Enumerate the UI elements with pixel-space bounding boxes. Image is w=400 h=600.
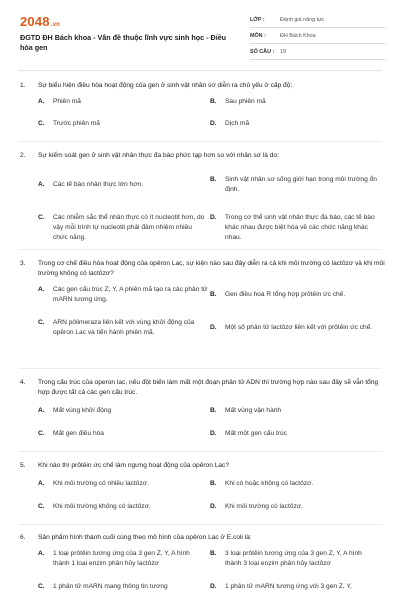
option-text: Mất một gen cấu trúc [225,430,287,437]
option-text: Mất vùng vận hành [225,407,282,414]
info-value: ĐH Bách Khoa [280,32,316,39]
option-text: 1 phân tử mARN tương ứng với 3 gen Z, Y, [225,583,352,590]
question-text: Sự biểu hiện điều hòa hoạt động của gen ở sinh vật nhân sơ diễn ra chủ yếu ở cấp độ: [38,82,293,89]
option-a[interactable] [38,479,208,489]
option-text: Sinh vật nhân sơ sống giới hạn trong môi trường ổn định. [225,176,377,193]
option-letter: D. [210,430,217,437]
options [20,404,385,446]
info-row-count [250,44,385,60]
option-b[interactable] [210,290,380,300]
question-number: 6. [20,534,26,541]
option-text: Sau phiên mã [225,98,266,105]
option-c[interactable] [38,429,208,439]
info-value: Đánh giá năng lực [280,16,325,23]
options [20,167,385,251]
question-text: Sản phẩm hình thành cuối cùng theo mô hình của opêron Lac ở E.coli là: [38,534,252,541]
option-c[interactable] [38,213,208,243]
info-label: MÔN : [250,32,266,39]
info-value: 19 [280,48,286,55]
options [20,549,385,600]
site-logo[interactable] [20,14,60,29]
header-divider [18,70,382,71]
question-divider [18,141,382,142]
option-text: 1 loại prôtêin tương ứng của 3 gen Z, Y, A hình thành 1 loại enzim phân hủy lactôzơ [53,550,190,567]
option-letter: A. [38,286,45,293]
option-letter: A. [38,550,45,557]
option-text: Trong cơ thể sinh vật nhân thực đa bào, các tế bào khác nhau được biệt hóa về các chức năng khác nhau. [225,214,375,241]
option-letter: B. [210,480,217,487]
option-letter: C. [38,583,45,590]
option-b[interactable] [210,479,380,489]
option-letter: B. [210,176,217,183]
options [20,477,385,515]
option-text: 3 loại prôtêin tương ứng của 3 gen Z, Y, A hình thành 3 loại enzim phân hủy lactôzơ [225,550,362,567]
option-a[interactable] [38,406,208,416]
option-text: Dịch mã [225,120,250,127]
option-a[interactable] [38,97,208,107]
option-letter: B. [210,407,217,414]
info-row-subject [250,28,385,44]
option-b[interactable] [210,549,380,569]
option-text: Khi có hoặc không có lactôzơ. [225,480,314,487]
question-stem [20,259,385,279]
option-a[interactable] [38,285,208,305]
option-letter: D. [210,583,217,590]
option-d[interactable] [210,213,380,243]
question-stem [20,378,385,398]
option-d[interactable] [210,502,380,512]
option-letter: A. [38,181,45,188]
document-title: ĐGTD ĐH Bách khoa - Vấn đề thuộc lĩnh vực sinh học - Điều hòa gen [20,33,227,52]
logo-suffix: .vn [50,22,61,28]
option-text: Khi môi trường có nhiều lactôzơ. [53,480,149,487]
option-c[interactable] [38,119,208,129]
option-d[interactable] [210,119,380,129]
option-text: 1 phân tử mARN mang thông tin tương [53,583,168,590]
option-b[interactable] [210,175,380,195]
question-number: 5. [20,462,26,469]
logo-text: 2048 [20,14,50,29]
option-b[interactable] [210,97,380,107]
option-text: Khi môi trường không có lactôzơ. [53,503,151,510]
option-letter: C. [38,430,45,437]
option-letter: B. [210,550,217,557]
question-text: Sự kiểm soát gen ở sinh vật nhân thực đa bào phức tạp hơn so với nhân sơ là do: [38,152,279,159]
option-c[interactable] [38,582,208,592]
info-label: SỐ CÂU : [250,48,275,55]
info-row-class [250,12,385,28]
option-letter: D. [210,214,217,221]
option-a[interactable] [38,180,208,190]
option-letter: A. [38,407,45,414]
option-letter: A. [38,98,45,105]
option-a[interactable] [38,549,208,569]
question-2 [20,151,385,251]
option-text: Các nhiễm sắc thể nhân thực có ít nucleotit hơn, do vậy mỗi trình tự nucleotit phải đảm nhiệm nhiều chức năng. [53,214,205,241]
question-text: Khi nào thì prôtêin ức chế làm ngưng hoạt động của opêron Lac? [38,462,230,469]
question-6 [20,533,385,600]
question-stem [20,81,385,91]
option-letter: D. [210,324,217,331]
question-4 [20,378,385,446]
question-number: 4. [20,379,26,386]
option-letter: D. [210,120,217,127]
option-letter: A. [38,480,45,487]
info-label: LỚP : [250,16,265,23]
option-text: Các gen cấu trúc Z, Y, A phiên mã tạo ra các phân tử mARN tương ứng. [53,286,208,303]
question-5 [20,461,385,515]
option-text: Khi môi trường có lactôzơ. [225,503,303,510]
option-letter: C. [38,214,45,221]
question-text: Trong cơ chế điều hòa hoạt động của opêron Lac, sự kiện nào sau đây diễn ra cả khi môi trường có lactôzơ và khi môi trường không có lactôzơ? [38,260,385,277]
question-number: 1. [20,82,26,89]
question-divider [18,524,382,525]
question-number: 2. [20,152,26,159]
question-3 [20,259,385,359]
option-letter: C. [38,319,45,326]
option-text: Các tế bào nhân thực lớn hơn. [53,181,144,188]
question-divider [18,249,382,250]
option-text: Một số phân tử lactôzơ liên kết với prôtêin ức chế. [225,324,373,331]
option-text: Gen điều hoà R tổng hợp prôtêin ức chế. [225,291,346,298]
info-panel [250,12,385,60]
option-letter: B. [210,291,217,298]
question-number: 3. [20,260,26,267]
option-text: ARN pôlimeraza liên kết với vùng khởi động của opêron Lac và tiến hành phiên mã. [53,319,195,336]
option-letter: B. [210,98,217,105]
question-1 [20,81,385,135]
option-letter: C. [38,120,45,127]
options [20,285,385,359]
question-stem [20,461,385,471]
option-text: Phiên mã [53,98,81,105]
option-c[interactable] [38,318,208,338]
option-text: Trước phiên mã [53,120,100,127]
question-text: Trong cấu trúc của operon lac, nếu đột biến làm mất một đoạn phân tử ADN thì trường hợp nào sau đây sẽ vẫn tổng hợp được tất cả các gen cấu trúc. [38,379,379,396]
question-stem [20,533,385,543]
options [20,97,385,135]
option-b[interactable] [210,406,380,416]
document-header [0,0,400,60]
question-divider [18,368,382,369]
question-stem [20,151,385,161]
option-letter: C. [38,503,45,510]
option-d[interactable] [210,429,380,439]
option-d[interactable] [210,323,380,333]
option-text: Mất gen điều hòa [53,430,104,437]
option-c[interactable] [38,502,208,512]
option-text: Mất vùng khởi động [53,407,112,414]
option-d[interactable] [210,582,380,592]
option-letter: D. [210,503,217,510]
question-divider [18,451,382,452]
